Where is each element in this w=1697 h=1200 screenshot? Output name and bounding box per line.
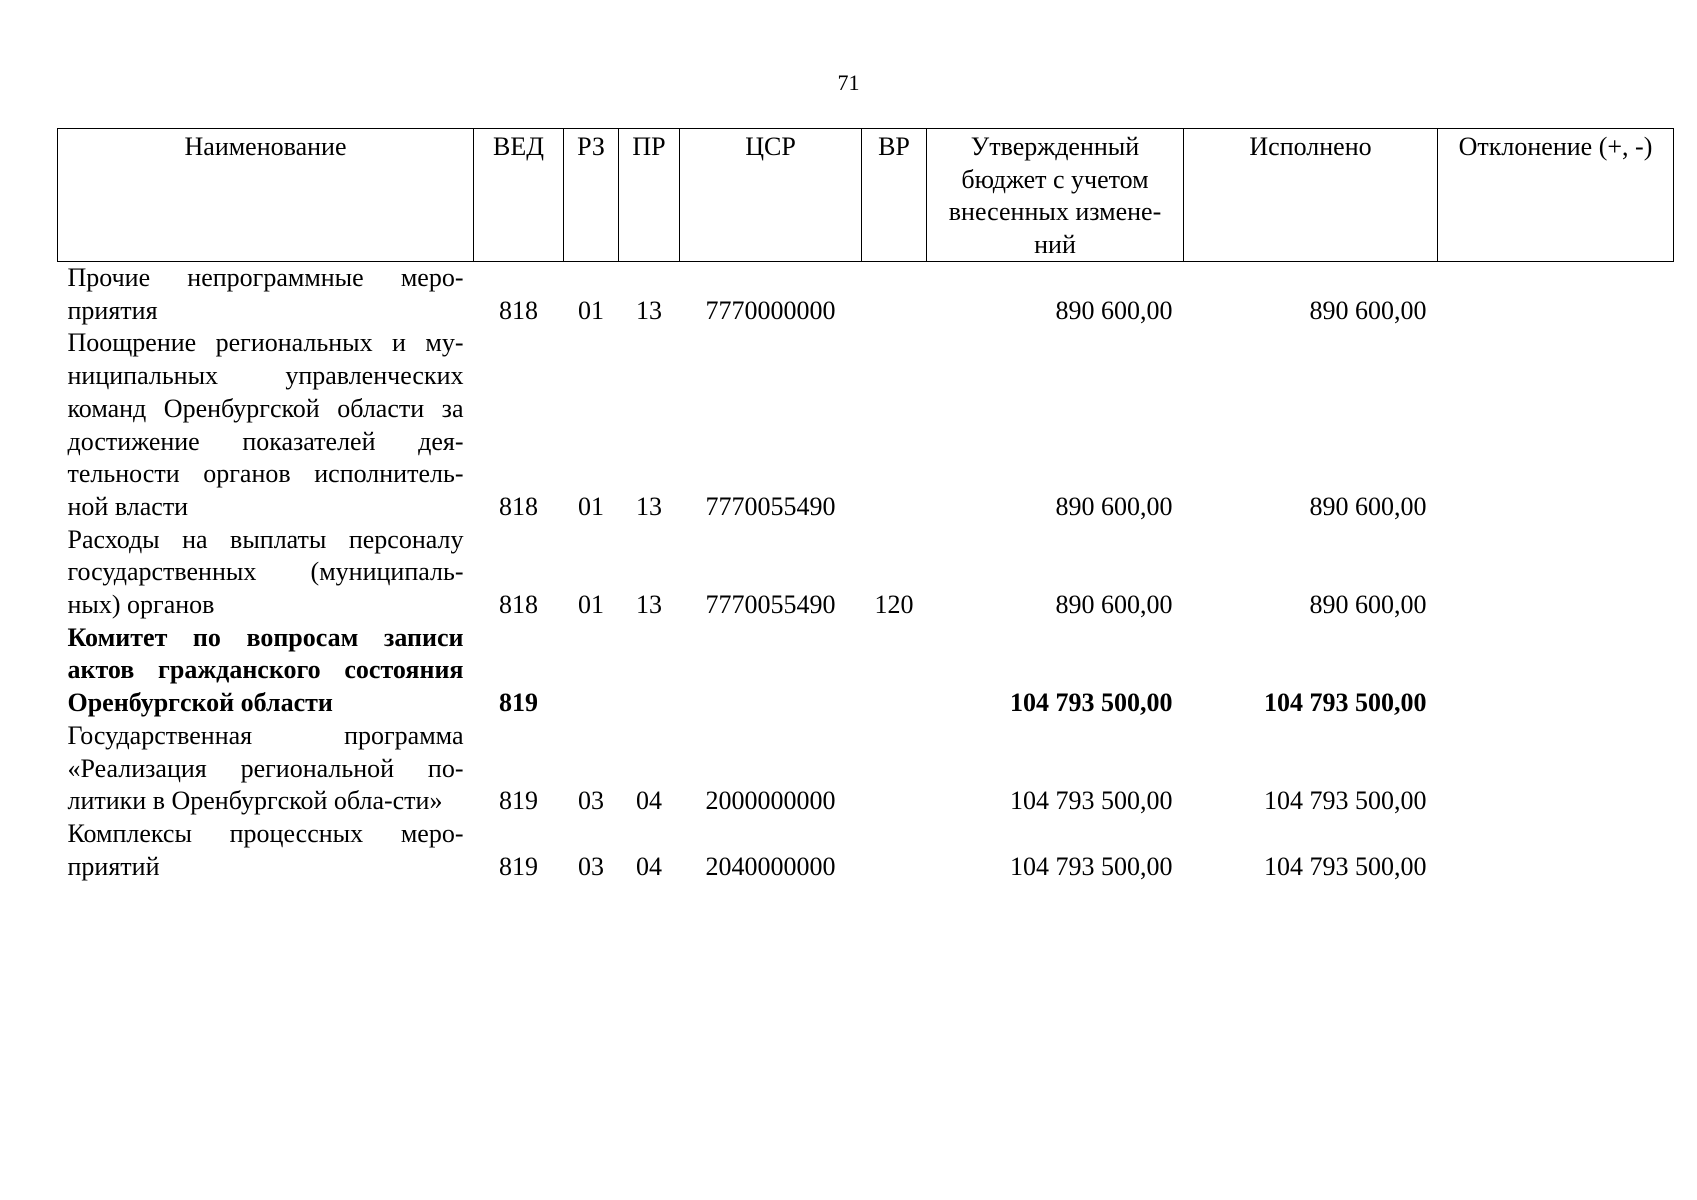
row-pr: 04	[636, 851, 662, 881]
row-rz: 03	[578, 786, 604, 816]
row-deviation	[1438, 720, 1674, 818]
table-row	[58, 262, 1674, 328]
row-rz: 01	[578, 491, 604, 521]
row-executed: 104 793 500,00	[1264, 786, 1427, 816]
table-row	[58, 524, 1674, 622]
row-vr: 120	[874, 590, 914, 620]
header-vr: ВР	[862, 129, 927, 262]
row-ved: 818	[499, 590, 538, 620]
row-approved: 890 600,00	[1055, 491, 1173, 521]
row-csr: 7770055490	[705, 491, 836, 521]
row-name: Государственная программа «Реализация региональной по-литики в Оренбургской обла-сти»	[67, 720, 464, 816]
row-vr	[862, 720, 927, 818]
row-rz	[564, 622, 619, 720]
row-vr	[862, 327, 927, 523]
row-pr: 13	[636, 590, 662, 620]
row-rz: 01	[578, 295, 604, 325]
row-ved: 818	[499, 491, 538, 521]
row-csr: 7770055490	[705, 590, 836, 620]
row-rz: 01	[578, 590, 604, 620]
row-executed: 890 600,00	[1309, 590, 1427, 620]
row-deviation	[1438, 327, 1674, 523]
row-executed: 104 793 500,00	[1264, 688, 1427, 718]
row-pr	[619, 622, 680, 720]
row-deviation	[1438, 622, 1674, 720]
row-approved: 104 793 500,00	[1010, 851, 1173, 881]
row-ved: 819	[499, 786, 538, 816]
row-vr	[862, 818, 927, 883]
row-name: Расходы на выплаты персоналу государственных (муниципаль-ных) органов	[67, 524, 464, 620]
row-ved: 818	[499, 295, 538, 325]
header-executed: Исполнено	[1184, 129, 1438, 262]
row-name: Прочие непрограммные меро-приятия	[67, 263, 464, 325]
header-name: Наименование	[58, 129, 474, 262]
row-executed: 890 600,00	[1309, 491, 1427, 521]
row-csr: 2000000000	[705, 786, 836, 816]
row-rz: 03	[578, 851, 604, 881]
row-approved: 890 600,00	[1055, 295, 1173, 325]
row-deviation	[1438, 818, 1674, 883]
row-name: Поощрение региональных и му-ниципальных управленческих команд Оренбургской области за достижение показателей дея-тельности органов исполнитель-ной власти	[67, 328, 464, 521]
header-pr: ПР	[619, 129, 680, 262]
header-rz: РЗ	[564, 129, 619, 262]
row-pr: 13	[636, 491, 662, 521]
header-csr: ЦСР	[680, 129, 862, 262]
row-ved: 819	[499, 688, 538, 718]
row-csr	[680, 622, 862, 720]
row-approved: 104 793 500,00	[1010, 786, 1173, 816]
row-executed: 104 793 500,00	[1264, 851, 1427, 881]
row-ved: 819	[499, 851, 538, 881]
header-approved-budget: Утвержденный бюджет с учетом внесенных измене-ний	[927, 129, 1184, 262]
row-csr: 2040000000	[705, 851, 836, 881]
table-header-row	[58, 129, 1674, 262]
table-row-section-total	[58, 622, 1674, 720]
row-name: Комитет по вопросам записи актов гражданского состояния Оренбургской области	[67, 622, 464, 718]
row-approved: 104 793 500,00	[1010, 688, 1173, 718]
row-pr: 13	[636, 295, 662, 325]
row-vr	[862, 622, 927, 720]
table-row	[58, 818, 1674, 883]
row-name: Комплексы процессных меро-приятий	[67, 818, 464, 881]
page-number: 71	[837, 70, 860, 95]
row-deviation	[1438, 262, 1674, 328]
table-row	[58, 327, 1674, 523]
header-ved: ВЕД	[474, 129, 564, 262]
row-executed: 890 600,00	[1309, 295, 1427, 325]
table-row	[58, 720, 1674, 818]
row-pr: 04	[636, 786, 662, 816]
row-csr: 7770000000	[705, 295, 836, 325]
budget-execution-table	[57, 128, 1674, 883]
row-vr	[862, 262, 927, 328]
row-deviation	[1438, 524, 1674, 622]
row-approved: 890 600,00	[1055, 590, 1173, 620]
header-deviation: Отклонение (+, -)	[1438, 129, 1674, 262]
